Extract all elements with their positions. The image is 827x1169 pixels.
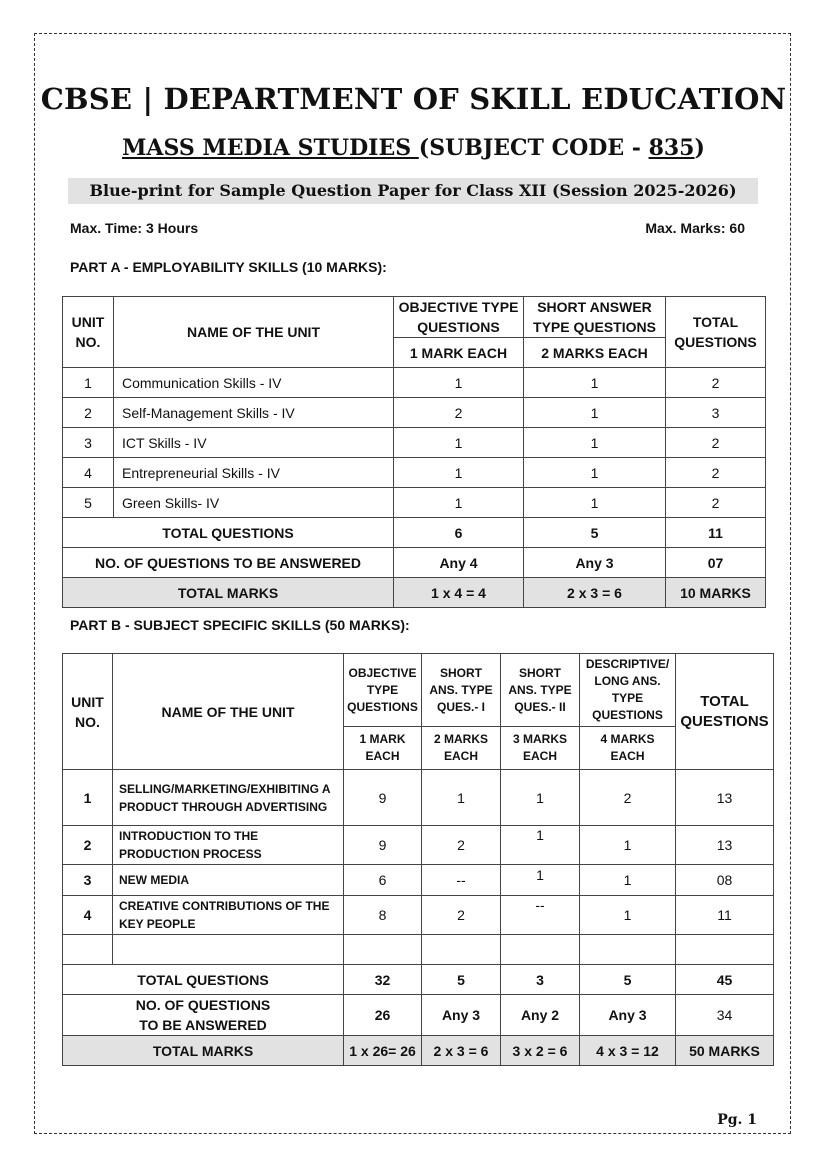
objective-count: 9	[344, 770, 422, 826]
unit-name: Green Skills- IV	[114, 488, 394, 518]
header-objective-marks: 1 MARK EACH	[344, 727, 422, 770]
row-label-line: NO. OF QUESTIONS	[135, 997, 271, 1013]
header-long: DESCRIPTIVE/ LONG ANS. TYPE QUESTIONS	[580, 654, 676, 727]
total-count: 13	[676, 770, 774, 826]
total-count: 34	[676, 995, 774, 1036]
objective-count: 6	[394, 518, 524, 548]
answered-row	[63, 995, 774, 1036]
short-count: 1	[524, 428, 666, 458]
long-count: 1	[580, 865, 676, 896]
total-marks-row	[63, 578, 766, 608]
table-row	[63, 826, 774, 865]
objective-marks: 1 x 4 = 4	[394, 578, 524, 608]
table-row	[63, 770, 774, 826]
max-time: Max. Time: 3 Hours	[70, 220, 199, 236]
objective-count: 26	[344, 995, 422, 1036]
objective-count: 1	[394, 368, 524, 398]
short2-count: 1	[501, 770, 580, 826]
total-count: 07	[666, 548, 766, 578]
short-count: 1	[524, 488, 666, 518]
total-count: 08	[676, 865, 774, 896]
row-label: TOTAL QUESTIONS	[63, 518, 394, 548]
unit-no: 4	[63, 458, 114, 488]
short1-count: 2	[422, 826, 501, 865]
part-a-table	[62, 296, 766, 608]
unit-no: 2	[63, 398, 114, 428]
table-row	[63, 488, 766, 518]
subject-code-suffix: )	[694, 135, 705, 161]
total-count: 2	[666, 458, 766, 488]
subject-code-prefix: (SUBJECT CODE -	[418, 135, 649, 161]
objective-count: 6	[344, 865, 422, 896]
part-b-table	[62, 653, 774, 1066]
long-count: 1	[580, 826, 676, 865]
header-short2-marks: 3 MARKS EACH	[501, 727, 580, 770]
total-count: 2	[666, 368, 766, 398]
long-count: 2	[580, 770, 676, 826]
table-row	[63, 368, 766, 398]
short-marks: 2 x 3 = 6	[524, 578, 666, 608]
answered-row	[63, 548, 766, 578]
short-count: 1	[524, 368, 666, 398]
long-count: 1	[580, 896, 676, 935]
short1-count: --	[422, 865, 501, 896]
objective-count: Any 4	[394, 548, 524, 578]
page-number: Pg. 1	[717, 1112, 757, 1128]
total-count: 2	[666, 428, 766, 458]
row-label: TOTAL QUESTIONS	[63, 965, 344, 995]
unit-no: 5	[63, 488, 114, 518]
long-count: Any 3	[580, 995, 676, 1036]
blueprint-banner: Blue-print for Sample Question Paper for Class XII (Session 2025-2026)	[68, 178, 758, 204]
objective-marks: 1 x 26= 26	[344, 1036, 422, 1066]
short-count: 1	[524, 458, 666, 488]
total-count: 13	[676, 826, 774, 865]
total-count: 45	[676, 965, 774, 995]
header-unit-name: NAME OF THE UNIT	[114, 297, 394, 368]
header-short-1: SHORT ANS. TYPE QUES.- I	[422, 654, 501, 727]
total-marks-row	[63, 1036, 774, 1066]
long-count: 5	[580, 965, 676, 995]
header-unit-name: NAME OF THE UNIT	[113, 654, 344, 770]
header-objective: OBJECTIVE TYPE QUESTIONS	[344, 654, 422, 727]
objective-count: 9	[344, 826, 422, 865]
short2-count: 3	[501, 965, 580, 995]
short1-count: 5	[422, 965, 501, 995]
short1-count: 2	[422, 896, 501, 935]
unit-no: 3	[63, 428, 114, 458]
total-count: 3	[666, 398, 766, 428]
short2-marks: 3 x 2 = 6	[501, 1036, 580, 1066]
header-short-answer: SHORT ANSWER TYPE QUESTIONS	[524, 297, 666, 338]
row-label: TOTAL MARKS	[63, 578, 394, 608]
unit-no: 4	[63, 896, 113, 935]
page-title: CBSE | DEPARTMENT OF SKILL EDUCATION	[40, 82, 787, 116]
total-questions-row	[63, 518, 766, 548]
short2-count: 1	[536, 867, 544, 883]
unit-no: 1	[63, 770, 113, 826]
row-label: TOTAL MARKS	[63, 1036, 344, 1066]
short1-marks: 2 x 3 = 6	[422, 1036, 501, 1066]
subject-heading	[0, 135, 827, 161]
part-a-heading: PART A - EMPLOYABILITY SKILLS (10 MARKS):	[70, 259, 387, 275]
short2-count: --	[535, 897, 545, 913]
objective-count: 1	[394, 428, 524, 458]
empty-row	[63, 935, 774, 965]
table-row	[63, 865, 774, 896]
subject-name: MASS MEDIA STUDIES	[122, 135, 419, 161]
objective-count: 32	[344, 965, 422, 995]
header-total: TOTAL QUESTIONS	[666, 297, 766, 368]
row-label-line: TO BE ANSWERED	[139, 1017, 267, 1033]
table-row	[63, 428, 766, 458]
unit-name: NEW MEDIA	[113, 865, 344, 896]
short-count: 5	[524, 518, 666, 548]
part-b-heading: PART B - SUBJECT SPECIFIC SKILLS (50 MARKS):	[70, 617, 410, 633]
total-marks: 50 MARKS	[676, 1036, 774, 1066]
header-unit-no: UNIT NO.	[63, 297, 114, 368]
unit-no: 2	[63, 826, 113, 865]
table-row	[63, 398, 766, 428]
short1-count: 1	[422, 770, 501, 826]
subject-code: 835	[648, 135, 695, 161]
total-count: 2	[666, 488, 766, 518]
unit-name: ICT Skills - IV	[114, 428, 394, 458]
objective-count: 2	[394, 398, 524, 428]
header-short-marks: 2 MARKS EACH	[524, 338, 666, 368]
unit-no: 1	[63, 368, 114, 398]
total-count: 11	[676, 896, 774, 935]
header-total: TOTAL QUESTIONS	[676, 654, 774, 770]
header-unit-no: UNIT NO.	[63, 654, 113, 770]
unit-name: CREATIVE CONTRIBUTIONS OF THE KEY PEOPLE	[113, 896, 344, 935]
total-marks: 10 MARKS	[666, 578, 766, 608]
short2-count: 1	[536, 827, 544, 843]
row-label	[63, 995, 344, 1036]
header-short-2: SHORT ANS. TYPE QUES.- II	[501, 654, 580, 727]
short-count: Any 3	[524, 548, 666, 578]
unit-name: Entrepreneurial Skills - IV	[114, 458, 394, 488]
objective-count: 1	[394, 488, 524, 518]
total-questions-row	[63, 965, 774, 995]
header-short1-marks: 2 MARKS EACH	[422, 727, 501, 770]
max-marks: Max. Marks: 60	[645, 220, 745, 236]
short2-count: Any 2	[501, 995, 580, 1036]
objective-count: 8	[344, 896, 422, 935]
unit-name: INTRODUCTION TO THE PRODUCTION PROCESS	[113, 826, 344, 865]
long-marks: 4 x 3 = 12	[580, 1036, 676, 1066]
unit-name: Self-Management Skills - IV	[114, 398, 394, 428]
short-count: 1	[524, 398, 666, 428]
short1-count: Any 3	[422, 995, 501, 1036]
header-long-marks: 4 MARKS EACH	[580, 727, 676, 770]
header-objective-marks: 1 MARK EACH	[394, 338, 524, 368]
unit-no: 3	[63, 865, 113, 896]
table-row	[63, 896, 774, 935]
unit-name: Communication Skills - IV	[114, 368, 394, 398]
header-objective: OBJECTIVE TYPE QUESTIONS	[394, 297, 524, 338]
table-row	[63, 458, 766, 488]
unit-name: SELLING/MARKETING/EXHIBITING A PRODUCT THROUGH ADVERTISING	[113, 770, 344, 826]
objective-count: 1	[394, 458, 524, 488]
row-label: NO. OF QUESTIONS TO BE ANSWERED	[63, 548, 394, 578]
total-count: 11	[666, 518, 766, 548]
